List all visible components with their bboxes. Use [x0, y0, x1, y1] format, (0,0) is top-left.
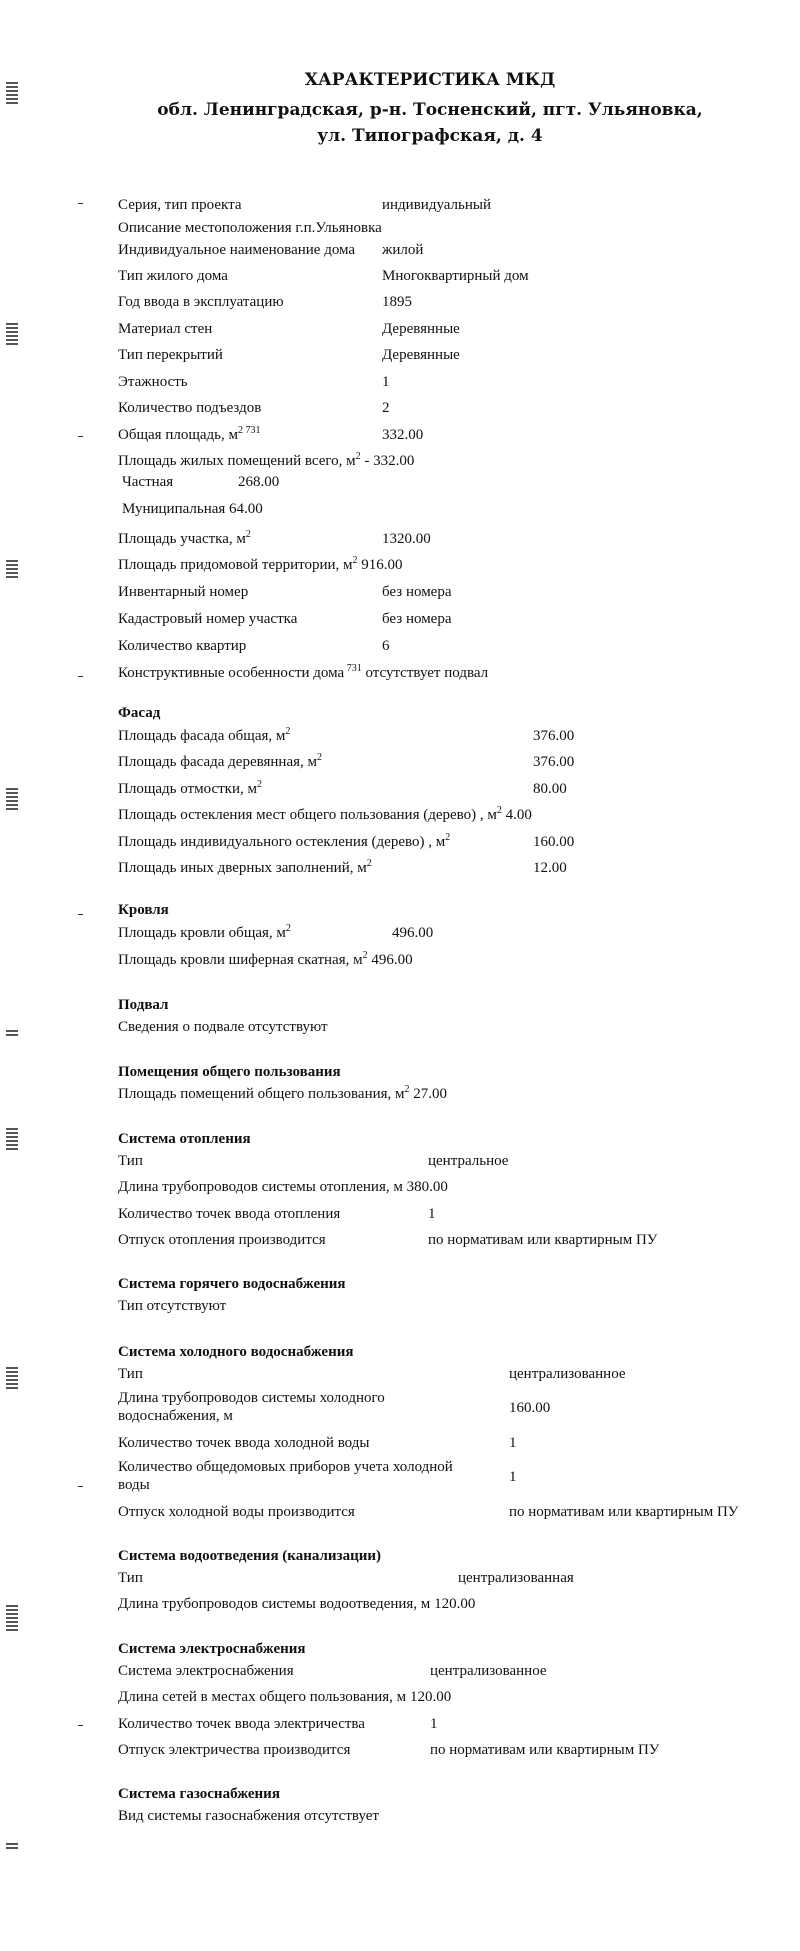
- hot-water-title: Система горячего водоснабжения: [118, 1276, 346, 1292]
- scan-mark: [6, 1605, 18, 1633]
- plot-area-label: Площадь участка, м: [118, 531, 246, 547]
- cadastral-label: Кадастровый номер участка: [118, 611, 298, 627]
- location-label: Описание местоположения г.п.Ульяновка: [118, 220, 382, 236]
- sewerage-pipes-value: 120.00: [430, 1596, 476, 1612]
- roof-slate-sup: 2: [362, 950, 368, 961]
- cold-water-type-value: централизованное: [509, 1366, 626, 1382]
- common-premises-title: Помещения общего пользования: [118, 1064, 341, 1080]
- roof-title: Кровля: [118, 902, 169, 918]
- common-area-label: Площадь помещений общего пользования, м: [118, 1086, 405, 1102]
- ind-glazing-row: [118, 833, 450, 851]
- heating-pipes-value: 380.00: [402, 1179, 448, 1195]
- document-title: ХАРАКТЕРИСТИКА МКД: [304, 70, 556, 90]
- total-area-sup: 2 731: [238, 425, 261, 436]
- floors-type-value: Деревянные: [382, 347, 460, 363]
- private-value: 268.00: [238, 474, 280, 490]
- sewerage-title: Система водоотведения (канализации): [118, 1548, 381, 1564]
- scan-mark: [6, 323, 18, 347]
- roof-total-label: Площадь кровли общая, м: [118, 925, 286, 941]
- features-sup: 731: [344, 663, 362, 674]
- scan-dot: [78, 676, 83, 677]
- ind-glazing-value: 160.00: [533, 834, 575, 850]
- heating-supply-value: по нормативам или квартирным ПУ: [428, 1232, 658, 1248]
- facade-wood-value: 376.00: [533, 754, 575, 770]
- scan-mark: [6, 560, 18, 580]
- roof-total-value: 496.00: [392, 925, 434, 941]
- plot-area-row: [118, 530, 251, 548]
- common-area-value: 27.00: [409, 1086, 448, 1102]
- doors-label: Площадь иных дверных заполнений, м: [118, 860, 367, 876]
- apartments-label: Количество квартир: [118, 638, 247, 654]
- living-area-row: [118, 452, 414, 470]
- electricity-length-value: 120.00: [406, 1689, 452, 1705]
- common-glazing-value: 4.00: [501, 807, 532, 823]
- roof-slate-row: [118, 951, 413, 969]
- cold-water-inputs-value: 1: [509, 1435, 517, 1451]
- electricity-length-row: [118, 1688, 451, 1706]
- electricity-supply-label: Отпуск электричества производится: [118, 1742, 351, 1758]
- entrances-label: Количество подъездов: [118, 400, 262, 416]
- blind-area-value: 80.00: [533, 781, 567, 797]
- private-label: Частная: [122, 474, 174, 490]
- features-row: [118, 664, 488, 682]
- sewerage-type-value: централизованная: [458, 1570, 574, 1586]
- scan-mark: [6, 82, 18, 106]
- cold-water-inputs-label: Количество точек ввода холодной воды: [118, 1435, 370, 1451]
- cold-water-meters-value: 1: [509, 1469, 517, 1485]
- facade-wood-label: Площадь фасада деревянная, м: [118, 754, 317, 770]
- facade-wood-row: [118, 753, 322, 771]
- electricity-system-value: централизованное: [430, 1663, 547, 1679]
- blind-area-label: Площадь отмостки, м: [118, 781, 257, 797]
- scan-dot: [78, 436, 83, 437]
- features-label: Конструктивные особенности дома: [118, 665, 345, 681]
- common-glazing-label: Площадь остекления мест общего пользования (дерево) , м: [118, 807, 497, 823]
- facade-total-label: Площадь фасада общая, м: [118, 728, 286, 744]
- electricity-length-label: Длина сетей в местах общего пользования, м: [118, 1689, 407, 1705]
- cold-water-type-label: Тип: [118, 1366, 143, 1382]
- cadastral-value: без номера: [382, 611, 452, 627]
- walls-label: Материал стен: [118, 321, 213, 337]
- basement-info: Сведения о подвале отсутствуют: [118, 1019, 328, 1035]
- year-label: Год ввода в эксплуатацию: [118, 294, 284, 310]
- total-area-row: [118, 426, 261, 444]
- facade-total-value: 376.00: [533, 728, 575, 744]
- living-area-label: Площадь жилых помещений всего, м: [118, 453, 356, 469]
- heating-type-value: центральное: [428, 1153, 509, 1169]
- storeys-value: 1: [382, 374, 390, 390]
- heating-title: Система отопления: [118, 1131, 251, 1147]
- document-address-line-2: ул. Типографская, д. 4: [317, 126, 543, 146]
- cold-water-title: Система холодного водоснабжения: [118, 1344, 354, 1360]
- heating-pipes-label: Длина трубопроводов системы отопления, м: [118, 1179, 403, 1195]
- scan-mark: [6, 1128, 18, 1152]
- gas-title: Система газоснабжения: [118, 1786, 280, 1802]
- scan-dot: [78, 203, 83, 204]
- blind-area-row: [118, 780, 262, 798]
- electricity-inputs-label: Количество точек ввода электричества: [118, 1716, 365, 1732]
- name-label: Индивидуальное наименование дома: [118, 242, 356, 258]
- plot-area-sup: 2: [245, 529, 251, 540]
- name-value: жилой: [382, 242, 424, 258]
- cold-water-pipes-label: Длина трубопроводов системы холодного водоснабжения, м: [118, 1390, 385, 1424]
- roof-total-row: [118, 924, 291, 942]
- series-value: индивидуальный: [382, 197, 492, 213]
- electricity-system-label: Система электроснабжения: [118, 1663, 294, 1679]
- facade-total-row: [118, 727, 290, 745]
- heating-supply-label: Отпуск отопления производится: [118, 1232, 326, 1248]
- doors-value: 12.00: [533, 860, 567, 876]
- yard-area-label: Площадь придомовой территории, м: [118, 557, 353, 573]
- total-area-label: Общая площадь, м: [118, 427, 239, 443]
- scan-mark: [6, 1843, 18, 1851]
- roof-slate-label: Площадь кровли шиферная скатная, м: [118, 952, 363, 968]
- roof-slate-value: 496.00: [367, 952, 413, 968]
- document-address-line-1: обл. Ленинградская, р-н. Тосненский, пгт. Ульяновка,: [157, 100, 703, 120]
- basement-title: Подвал: [118, 997, 169, 1013]
- yard-area-value: 916.00: [357, 557, 403, 573]
- scan-mark: [6, 1367, 18, 1391]
- heating-type-label: Тип: [118, 1153, 143, 1169]
- features-value: отсутствует подвал: [361, 665, 489, 681]
- sewerage-type-label: Тип: [118, 1570, 143, 1586]
- apartments-value: 6: [382, 638, 390, 654]
- electricity-inputs-value: 1: [430, 1716, 438, 1732]
- doors-row: [118, 859, 372, 877]
- sewerage-pipes-row: [118, 1595, 475, 1613]
- facade-title: Фасад: [118, 705, 161, 721]
- storeys-label: Этажность: [118, 374, 188, 390]
- ind-glazing-sup: 2: [445, 832, 451, 843]
- cold-water-supply-label: Отпуск холодной воды производится: [118, 1504, 355, 1520]
- series-label: Серия, тип проекта: [118, 197, 242, 213]
- scan-dot: [78, 914, 83, 915]
- entrances-value: 2: [382, 400, 390, 416]
- inventory-label: Инвентарный номер: [118, 584, 249, 600]
- yard-area-row: [118, 556, 403, 574]
- heating-pipes-row: [118, 1178, 448, 1196]
- facade-wood-sup: 2: [317, 752, 322, 763]
- cold-water-pipes-value: 160.00: [509, 1400, 551, 1416]
- cold-water-supply-value: по нормативам или квартирным ПУ: [509, 1504, 739, 1520]
- heating-inputs-value: 1: [428, 1206, 436, 1222]
- yard-area-sup: 2: [352, 555, 358, 566]
- inventory-value: без номера: [382, 584, 452, 600]
- gas-type: Вид системы газоснабжения отсутствует: [118, 1808, 379, 1824]
- scan-dot: [78, 1725, 83, 1726]
- blind-area-sup: 2: [257, 779, 262, 790]
- scan-mark: [6, 1030, 18, 1038]
- electricity-supply-value: по нормативам или квартирным ПУ: [430, 1742, 660, 1758]
- house-type-label: Тип жилого дома: [118, 268, 228, 284]
- total-area-value: 332.00: [382, 427, 424, 443]
- sewerage-pipes-label: Длина трубопроводов системы водоотведения, м: [118, 1596, 431, 1612]
- common-glazing-sup: 2: [496, 805, 502, 816]
- municipal-label: Муниципальная 64.00: [122, 501, 263, 517]
- living-area-sup: 2: [355, 451, 361, 462]
- facade-total-sup: 2: [285, 726, 291, 737]
- common-area-sup: 2: [404, 1084, 410, 1095]
- roof-total-sup: 2: [285, 923, 291, 934]
- house-type-value: Многоквартирный дом: [382, 268, 529, 284]
- common-area-row: [118, 1085, 447, 1103]
- scan-mark: [6, 788, 18, 812]
- ind-glazing-label: Площадь индивидуального остекления (дерево) , м: [118, 834, 446, 850]
- year-value: 1895: [382, 294, 412, 310]
- heating-inputs-label: Количество точек ввода отопления: [118, 1206, 341, 1222]
- cold-water-meters-label: Количество общедомовых приборов учета холодной воды: [118, 1459, 453, 1493]
- hot-water-type: Тип отсутствуют: [118, 1298, 227, 1314]
- common-glazing-row: [118, 806, 532, 824]
- scan-dot: [78, 1486, 83, 1487]
- floors-type-label: Тип перекрытий: [118, 347, 223, 363]
- electricity-title: Система электроснабжения: [118, 1641, 306, 1657]
- doors-sup: 2: [366, 858, 372, 869]
- living-area-value: - 332.00: [360, 453, 415, 469]
- plot-area-value: 1320.00: [382, 531, 431, 547]
- walls-value: Деревянные: [382, 321, 460, 337]
